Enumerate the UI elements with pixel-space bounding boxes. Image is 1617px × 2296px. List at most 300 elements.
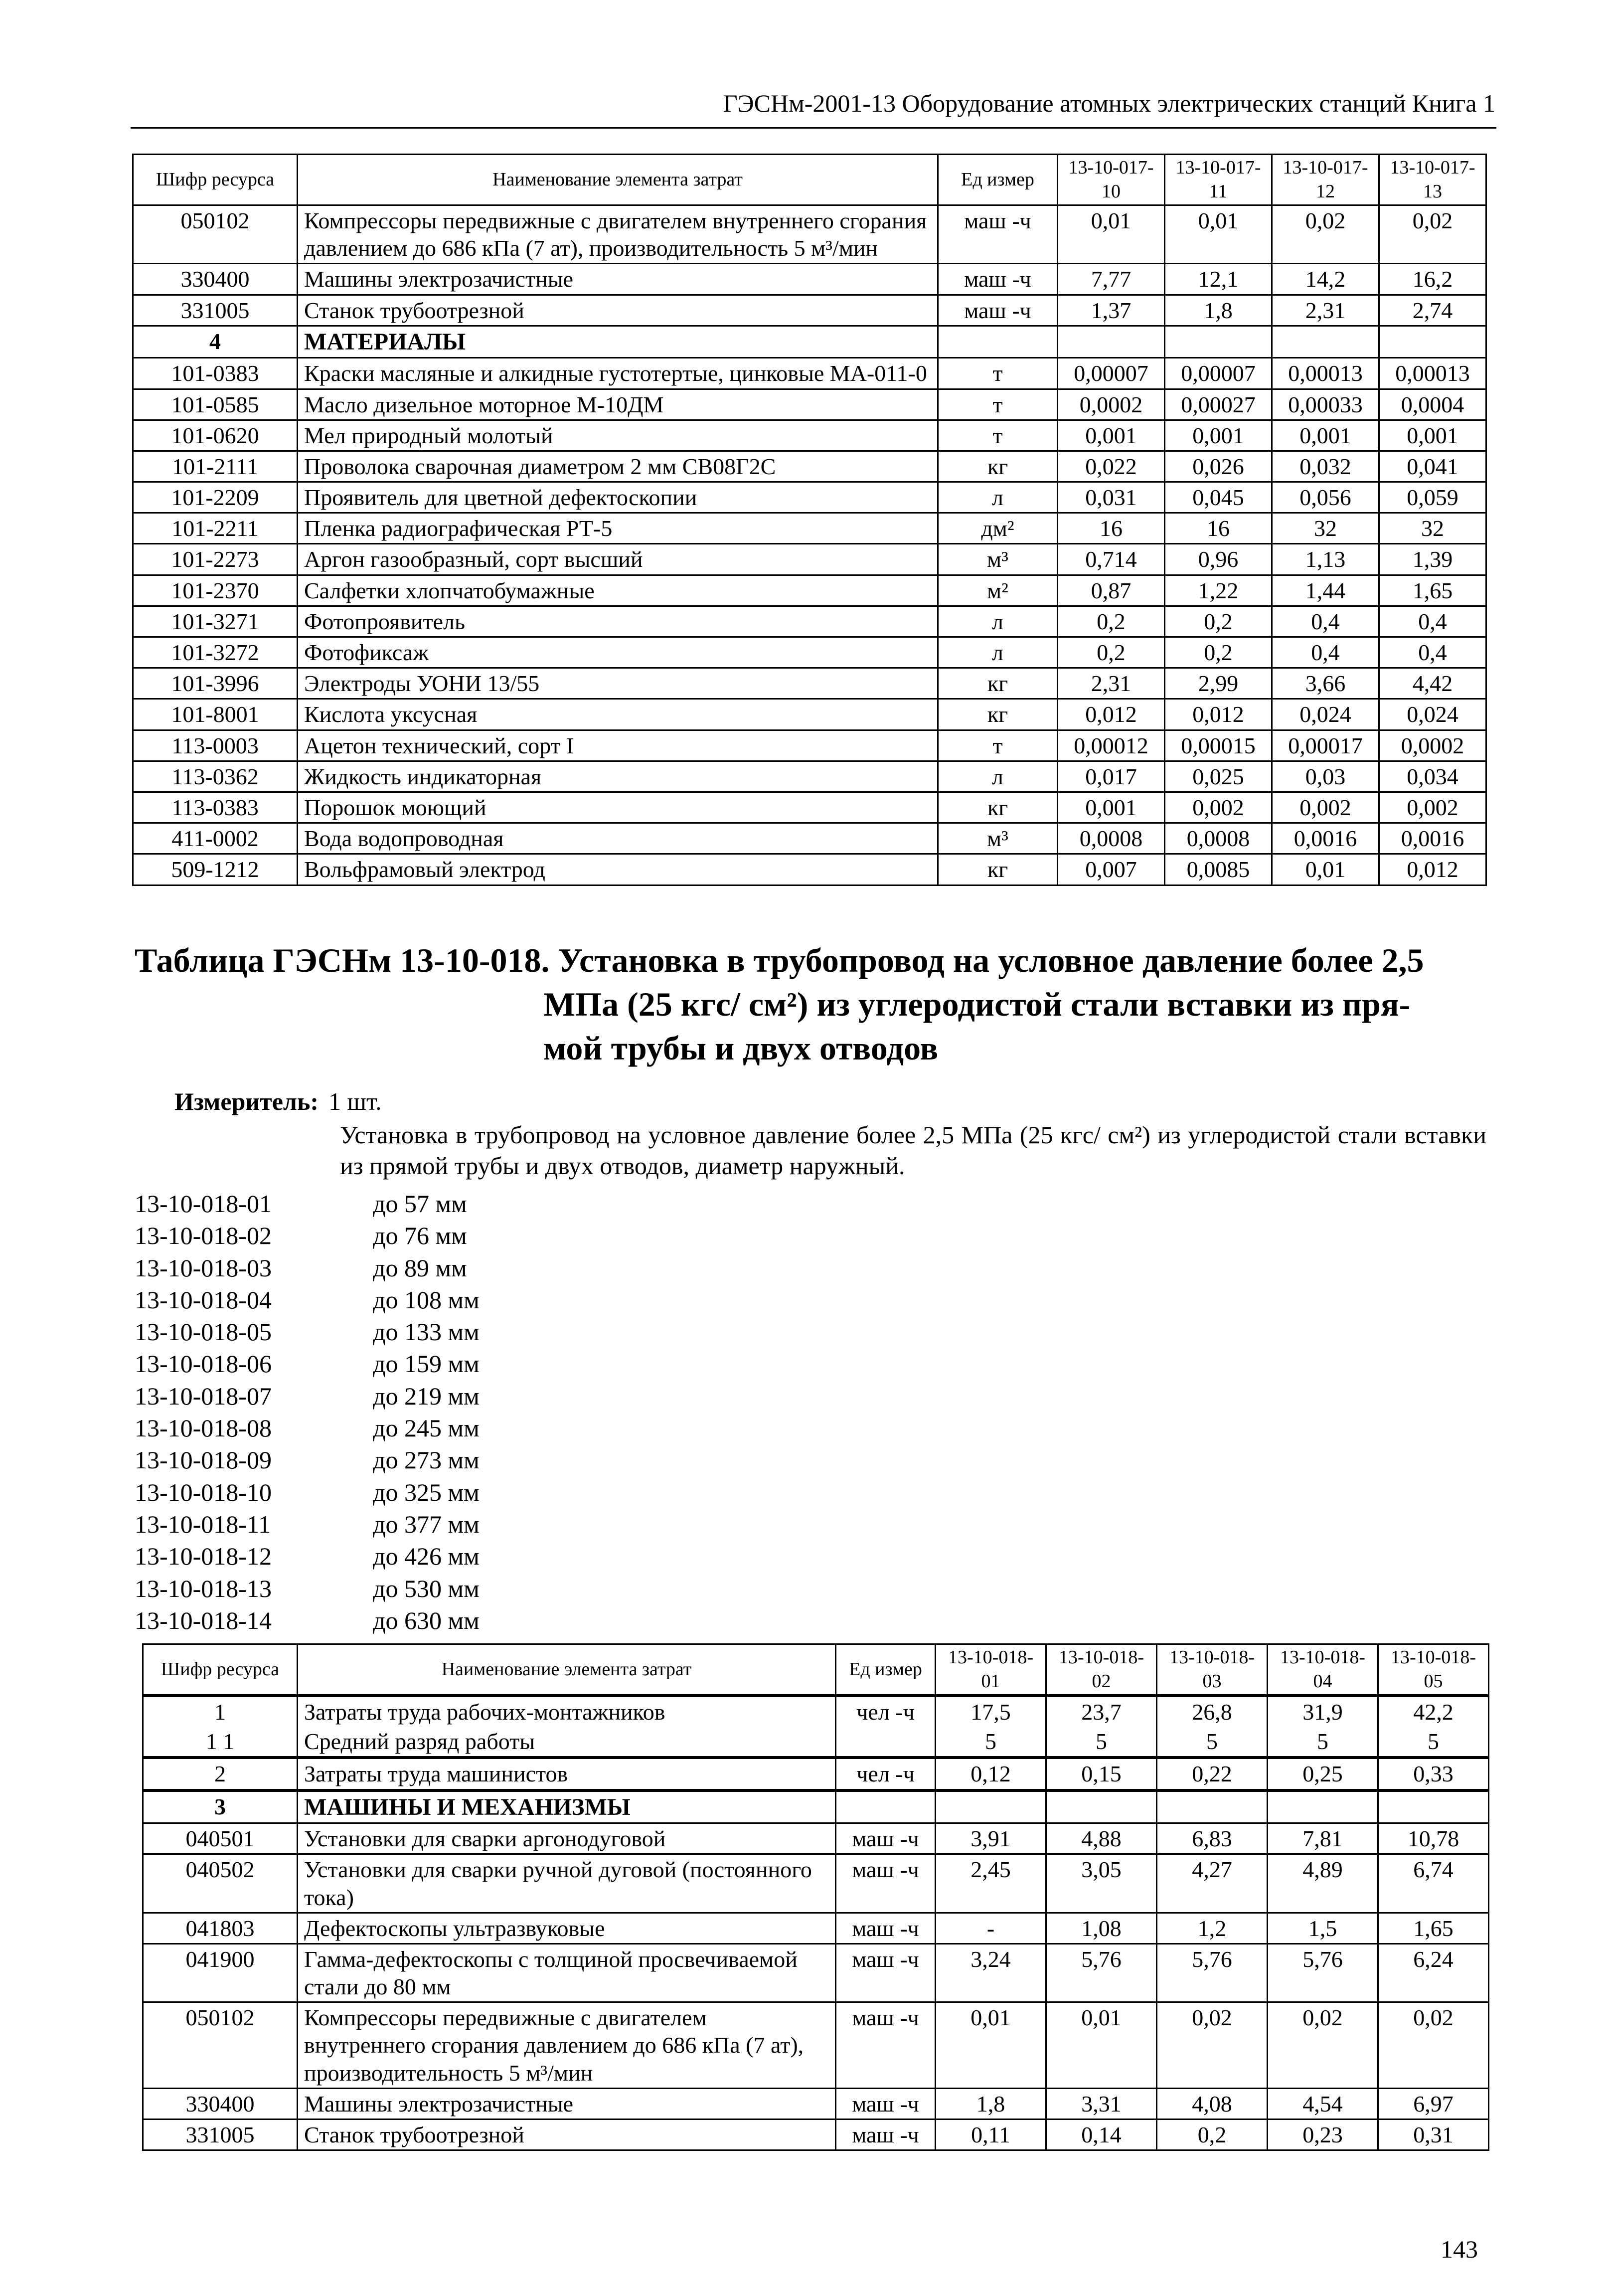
table-row — [133, 823, 1486, 854]
item-size: до 57 мм — [373, 1190, 467, 1218]
resource-code: 3 — [143, 1790, 298, 1823]
resource-code: 040501 — [143, 1823, 298, 1854]
value-cell: 0,01 — [1165, 205, 1272, 264]
value-cell: 1,13 — [1272, 544, 1379, 575]
unit: т — [938, 420, 1058, 451]
unit — [836, 1727, 936, 1758]
table-row — [133, 295, 1486, 326]
unit: л — [938, 606, 1058, 637]
table-row — [133, 264, 1486, 295]
column-header: 13-10-018-05 — [1378, 1644, 1489, 1696]
unit: т — [938, 358, 1058, 389]
resource-name: Жидкость индикаторная — [298, 761, 938, 792]
value-cell: 0,031 — [1058, 482, 1165, 513]
table-row — [133, 451, 1486, 482]
value-cell: 6,83 — [1157, 1823, 1268, 1854]
value-cell — [1157, 1790, 1268, 1823]
value-cell: 0,00013 — [1272, 358, 1379, 389]
value-cell: 0,045 — [1165, 482, 1272, 513]
value-cell: 12,1 — [1165, 264, 1272, 295]
value-cell — [1272, 326, 1379, 358]
value-cell: 5 — [1046, 1727, 1157, 1758]
resource-name: Пленка радиографическая РТ-5 — [298, 513, 938, 544]
resource-code: 101-0383 — [133, 358, 298, 389]
resource-name: Ацетон технический, сорт I — [298, 730, 938, 761]
resource-name: Проявитель для цветной дефектоскопии — [298, 482, 938, 513]
value-cell: 0,0004 — [1379, 389, 1486, 420]
value-cell: 0,00012 — [1058, 730, 1165, 761]
resource-table-017 — [132, 154, 1487, 886]
item-code: 13-10-018-01 — [135, 1190, 272, 1218]
value-cell: 0,012 — [1379, 854, 1486, 885]
resource-code: 050102 — [143, 2002, 298, 2089]
value-cell: 0,002 — [1379, 792, 1486, 823]
resource-name: Аргон газообразный, сорт высший — [298, 544, 938, 575]
value-cell: 0,026 — [1165, 451, 1272, 482]
value-cell — [1379, 326, 1486, 358]
unit: м² — [938, 575, 1058, 606]
value-cell: 7,81 — [1268, 1823, 1378, 1854]
resource-code: 101-3271 — [133, 606, 298, 637]
value-cell: 1,39 — [1379, 544, 1486, 575]
value-cell: 0,01 — [1272, 854, 1379, 885]
value-cell: 32 — [1272, 513, 1379, 544]
unit: кг — [938, 699, 1058, 730]
value-cell: 0,96 — [1165, 544, 1272, 575]
value-cell: 14,2 — [1272, 264, 1379, 295]
table-row — [133, 792, 1486, 823]
value-cell: 0,0008 — [1165, 823, 1272, 854]
value-cell: 0,024 — [1379, 699, 1486, 730]
unit: м³ — [938, 544, 1058, 575]
value-cell: 0,01 — [936, 2002, 1046, 2089]
table-row — [133, 482, 1486, 513]
column-header: 13-10-017-10 — [1058, 155, 1165, 205]
resource-name: Дефектоскопы ультразвуковые — [298, 1913, 836, 1943]
unit: маш -ч — [836, 1854, 936, 1913]
value-cell: 0,0016 — [1272, 823, 1379, 854]
resource-name: Кислота уксусная — [298, 699, 938, 730]
resource-code: 101-8001 — [133, 699, 298, 730]
value-cell: 0,007 — [1058, 854, 1165, 885]
item-code: 13-10-018-12 — [135, 1542, 272, 1571]
column-header: 13-10-017-13 — [1379, 155, 1486, 205]
value-cell: 0,01 — [1046, 2002, 1157, 2089]
value-cell: 0,0008 — [1058, 823, 1165, 854]
value-cell: 0,02 — [1378, 2002, 1489, 2089]
column-header: 13-10-018-01 — [936, 1644, 1046, 1696]
item-code: 13-10-018-08 — [135, 1414, 272, 1442]
item-size: до 377 мм — [373, 1510, 480, 1538]
value-cell: 0,001 — [1165, 420, 1272, 451]
resource-code: 041803 — [143, 1913, 298, 1943]
value-cell: 0,25 — [1268, 1758, 1378, 1790]
value-cell: 0,02 — [1157, 2002, 1268, 2089]
unit: кг — [938, 854, 1058, 885]
table-row — [143, 1854, 1489, 1913]
value-cell: 7,77 — [1058, 264, 1165, 295]
value-cell: 1,5 — [1268, 1913, 1378, 1943]
table-row — [133, 854, 1486, 885]
item-size: до 76 мм — [373, 1222, 467, 1250]
resource-code: 1 — [143, 1696, 298, 1727]
value-cell: 5 — [1268, 1727, 1378, 1758]
value-cell: 16 — [1058, 513, 1165, 544]
column-header: Наименование элемента затрат — [298, 1644, 836, 1696]
value-cell: 0,2 — [1157, 2119, 1268, 2150]
item-code: 13-10-018-03 — [135, 1253, 272, 1282]
resource-name: Краски масляные и алкидные густотертые, цинковые МА-011-0 — [298, 358, 938, 389]
resource-code: 101-0620 — [133, 420, 298, 451]
value-cell: 3,24 — [936, 1943, 1046, 2002]
unit: т — [938, 730, 1058, 761]
value-cell: 32 — [1379, 513, 1486, 544]
value-cell: 4,88 — [1046, 1823, 1157, 1854]
table-row — [143, 1823, 1489, 1854]
value-cell: 17,5 — [936, 1696, 1046, 1727]
unit: маш -ч — [938, 264, 1058, 295]
value-cell: 16,2 — [1379, 264, 1486, 295]
item-code: 13-10-018-07 — [135, 1382, 272, 1410]
resource-name: Проволока сварочная диаметром 2 мм СВ08Г2С — [298, 451, 938, 482]
value-cell: 5 — [1378, 1727, 1489, 1758]
value-cell — [1058, 326, 1165, 358]
resource-name: Станок трубоотрезной — [298, 2119, 836, 2150]
value-cell: 0,00015 — [1165, 730, 1272, 761]
value-cell: 6,97 — [1378, 2088, 1489, 2119]
resource-name: Затраты труда машинистов — [298, 1758, 836, 1790]
resource-code: 040502 — [143, 1854, 298, 1913]
value-cell: 0,002 — [1165, 792, 1272, 823]
resource-name: Компрессоры передвижные с двигателем внутреннего сгорания давлением до 686 кПа (7 ат), производительность 5 м³/мин — [298, 205, 938, 264]
resource-code: 101-2370 — [133, 575, 298, 606]
value-cell: 0,0016 — [1379, 823, 1486, 854]
value-cell: 0,15 — [1046, 1758, 1157, 1790]
value-cell: 0,4 — [1272, 606, 1379, 637]
unit: дм² — [938, 513, 1058, 544]
item-code: 13-10-018-04 — [135, 1285, 272, 1314]
column-header: 13-10-017-12 — [1272, 155, 1379, 205]
value-cell: 0,2 — [1165, 606, 1272, 637]
column-header: 13-10-018-02 — [1046, 1644, 1157, 1696]
resource-name: МАШИНЫ И МЕХАНИЗМЫ — [298, 1790, 836, 1823]
measure-value: 1 шт. — [328, 1087, 382, 1115]
value-cell: 42,2 — [1378, 1696, 1489, 1727]
table-block — [143, 1758, 1489, 1790]
value-cell: 1,37 — [1058, 295, 1165, 326]
unit: т — [938, 389, 1058, 420]
table-row — [133, 544, 1486, 575]
table-row — [133, 637, 1486, 668]
table-title-line-1: Таблица ГЭСНм 13-10-018. Установка в трубопровод на условное давление более 2,5 — [135, 941, 1424, 979]
item-size: до 530 мм — [373, 1574, 480, 1602]
table-row — [133, 606, 1486, 637]
resource-code: 330400 — [143, 2088, 298, 2119]
value-cell: 0,31 — [1378, 2119, 1489, 2150]
unit: кг — [938, 451, 1058, 482]
table-row — [133, 513, 1486, 544]
resource-code: 1 1 — [143, 1727, 298, 1758]
resource-code: 101-2211 — [133, 513, 298, 544]
resource-code: 101-3272 — [133, 637, 298, 668]
value-cell: 0,0002 — [1379, 730, 1486, 761]
value-cell: 0,87 — [1058, 575, 1165, 606]
unit: маш -ч — [836, 2119, 936, 2150]
resource-code: 331005 — [133, 295, 298, 326]
resource-code: 411-0002 — [133, 823, 298, 854]
value-cell: 4,89 — [1268, 1854, 1378, 1913]
value-cell: 26,8 — [1157, 1696, 1268, 1727]
value-cell: 0,4 — [1379, 637, 1486, 668]
value-cell: 0,001 — [1058, 420, 1165, 451]
item-size: до 133 мм — [373, 1318, 480, 1346]
value-cell — [1268, 1790, 1378, 1823]
value-cell: 0,33 — [1378, 1758, 1489, 1790]
unit — [836, 1790, 936, 1823]
measure-unit — [174, 1087, 382, 1116]
table-row — [143, 1727, 1489, 1758]
resource-code: 113-0383 — [133, 792, 298, 823]
resource-name: Вольфрамовый электрод — [298, 854, 938, 885]
value-cell: 0,022 — [1058, 451, 1165, 482]
resource-code: 113-0003 — [133, 730, 298, 761]
work-description: Установка в трубопровод на условное давление более 2,5 МПа (25 кгс/ см²) из углеродистой стали вставки из прямой трубы и двух отводов, диаметр наружный. — [340, 1121, 1486, 1180]
value-cell: 0,00007 — [1058, 358, 1165, 389]
value-cell: 1,8 — [936, 2088, 1046, 2119]
value-cell: 0,056 — [1272, 482, 1379, 513]
value-cell: 0,025 — [1165, 761, 1272, 792]
table-row — [143, 1696, 1489, 1727]
unit: маш -ч — [836, 1943, 936, 2002]
unit: маш -ч — [938, 295, 1058, 326]
value-cell: 0,14 — [1046, 2119, 1157, 2150]
value-cell: - — [936, 1913, 1046, 1943]
table-row — [133, 358, 1486, 389]
resource-code: 101-2273 — [133, 544, 298, 575]
resource-table-018 — [142, 1643, 1489, 2151]
item-code: 13-10-018-09 — [135, 1446, 272, 1474]
value-cell: 5,76 — [1046, 1943, 1157, 2002]
value-cell: 10,78 — [1378, 1823, 1489, 1854]
value-cell: 0,001 — [1272, 420, 1379, 451]
unit: л — [938, 761, 1058, 792]
value-cell: 2,45 — [936, 1854, 1046, 1913]
value-cell: 16 — [1165, 513, 1272, 544]
value-cell: 0,00007 — [1165, 358, 1272, 389]
column-header: 13-10-018-04 — [1268, 1644, 1378, 1696]
item-size: до 273 мм — [373, 1446, 480, 1474]
unit: кг — [938, 792, 1058, 823]
resource-name: Фотофиксаж — [298, 637, 938, 668]
resource-code: 4 — [133, 326, 298, 358]
resource-name: Машины электрозачистные — [298, 264, 938, 295]
resource-code: 101-2209 — [133, 482, 298, 513]
table-block — [143, 1696, 1489, 1758]
value-cell: 23,7 — [1046, 1696, 1157, 1727]
value-cell: 0,041 — [1379, 451, 1486, 482]
unit: л — [938, 482, 1058, 513]
value-cell: 5,76 — [1157, 1943, 1268, 2002]
value-cell: 1,65 — [1378, 1913, 1489, 1943]
value-cell: 0,12 — [936, 1758, 1046, 1790]
value-cell: 3,05 — [1046, 1854, 1157, 1913]
resource-name: Компрессоры передвижные с двигателем внутреннего сгорания давлением до 686 кПа (7 ат), производительность 5 м³/мин — [298, 2002, 836, 2089]
value-cell: 2,74 — [1379, 295, 1486, 326]
unit: л — [938, 637, 1058, 668]
resource-code: 331005 — [143, 2119, 298, 2150]
value-cell: 1,8 — [1165, 295, 1272, 326]
column-header: Ед измер — [836, 1644, 936, 1696]
value-cell: 0,059 — [1379, 482, 1486, 513]
value-cell: 3,91 — [936, 1823, 1046, 1854]
value-cell: 1,08 — [1046, 1913, 1157, 1943]
unit: чел -ч — [836, 1758, 936, 1790]
column-header: Шифр ресурса — [133, 155, 298, 205]
table-row — [133, 389, 1486, 420]
section-row — [133, 326, 1486, 358]
value-cell: 0,03 — [1272, 761, 1379, 792]
unit: маш -ч — [836, 1913, 936, 1943]
table-row — [143, 1758, 1489, 1790]
value-cell: 0,034 — [1379, 761, 1486, 792]
unit: маш -ч — [836, 2002, 936, 2089]
value-cell: 0,714 — [1058, 544, 1165, 575]
item-code: 13-10-018-02 — [135, 1222, 272, 1250]
item-code: 13-10-018-10 — [135, 1478, 272, 1506]
item-code: 13-10-018-06 — [135, 1350, 272, 1378]
value-cell: 5 — [1157, 1727, 1268, 1758]
item-size: до 325 мм — [373, 1478, 480, 1506]
table-row — [133, 699, 1486, 730]
resource-code: 113-0362 — [133, 761, 298, 792]
value-cell: 6,24 — [1378, 1943, 1489, 2002]
value-cell: 0,0085 — [1165, 854, 1272, 885]
unit: маш -ч — [938, 205, 1058, 264]
resource-name: Вода водопроводная — [298, 823, 938, 854]
value-cell — [1378, 1790, 1489, 1823]
resource-name: Масло дизельное моторное М-10ДМ — [298, 389, 938, 420]
value-cell: 0,11 — [936, 2119, 1046, 2150]
running-header: ГЭСНм-2001-13 Оборудование атомных электрических станций Книга 1 — [723, 89, 1495, 117]
resource-name: Установки для сварки аргонодуговой — [298, 1823, 836, 1854]
resource-name: Фотопроявитель — [298, 606, 938, 637]
item-size: до 219 мм — [373, 1382, 480, 1410]
table-row — [133, 420, 1486, 451]
value-cell: 3,66 — [1272, 668, 1379, 699]
item-size: до 245 мм — [373, 1414, 480, 1442]
resource-code: 2 — [143, 1758, 298, 1790]
table-row — [143, 1913, 1489, 1943]
header-rule — [131, 127, 1496, 129]
value-cell: 0,02 — [1272, 205, 1379, 264]
table-row — [133, 730, 1486, 761]
unit: кг — [938, 668, 1058, 699]
value-cell: 0,02 — [1268, 2002, 1378, 2089]
table-title-line-2: МПа (25 кгс/ см²) из углеродистой стали вставки из пря- — [543, 985, 1411, 1023]
unit: м³ — [938, 823, 1058, 854]
value-cell: 1,22 — [1165, 575, 1272, 606]
item-size: до 159 мм — [373, 1350, 480, 1378]
column-header: 13-10-018-03 — [1157, 1644, 1268, 1696]
item-size: до 89 мм — [373, 1253, 467, 1282]
resource-name: Станок трубоотрезной — [298, 295, 938, 326]
resource-code: 509-1212 — [133, 854, 298, 885]
table-title-line-3: мой трубы и двух отводов — [543, 1029, 939, 1067]
unit: чел -ч — [836, 1696, 936, 1727]
resource-name: Электроды УОНИ 13/55 — [298, 668, 938, 699]
value-cell: 0,012 — [1058, 699, 1165, 730]
value-cell: 0,00017 — [1272, 730, 1379, 761]
measure-label: Измеритель: — [174, 1087, 319, 1115]
table-row — [143, 2002, 1489, 2089]
resource-code: 330400 — [133, 264, 298, 295]
value-cell: 0,22 — [1157, 1758, 1268, 1790]
table-row — [143, 2119, 1489, 2150]
value-cell — [1165, 326, 1272, 358]
value-cell: 31,9 — [1268, 1696, 1378, 1727]
table-row — [143, 1943, 1489, 2002]
resource-name: Мел природный молотый — [298, 420, 938, 451]
value-cell: 0,001 — [1379, 420, 1486, 451]
resource-name: Средний разряд работы — [298, 1727, 836, 1758]
table-row — [143, 2088, 1489, 2119]
value-cell: 0,002 — [1272, 792, 1379, 823]
column-header: 13-10-017-11 — [1165, 155, 1272, 205]
item-code: 13-10-018-05 — [135, 1318, 272, 1346]
value-cell: 6,74 — [1378, 1854, 1489, 1913]
resource-name: Машины электрозачистные — [298, 2088, 836, 2119]
table-block — [143, 1790, 1489, 2150]
value-cell: 0,02 — [1379, 205, 1486, 264]
value-cell: 5 — [936, 1727, 1046, 1758]
value-cell — [936, 1790, 1046, 1823]
resource-name: Гамма-дефектоскопы с толщиной просвечиваемой стали до 80 мм — [298, 1943, 836, 2002]
value-cell: 0,2 — [1165, 637, 1272, 668]
resource-code: 101-3996 — [133, 668, 298, 699]
value-cell: 0,00027 — [1165, 389, 1272, 420]
unit: маш -ч — [836, 1823, 936, 1854]
value-cell: 4,42 — [1379, 668, 1486, 699]
value-cell: 0,024 — [1272, 699, 1379, 730]
item-size: до 426 мм — [373, 1542, 480, 1571]
value-cell: 0,4 — [1272, 637, 1379, 668]
resource-code: 101-2111 — [133, 451, 298, 482]
value-cell: 0,01 — [1058, 205, 1165, 264]
column-header: Шифр ресурса — [143, 1644, 298, 1696]
item-code: 13-10-018-13 — [135, 1574, 272, 1602]
unit — [938, 326, 1058, 358]
value-cell: 0,2 — [1058, 606, 1165, 637]
value-cell: 1,2 — [1157, 1913, 1268, 1943]
value-cell: 0,4 — [1379, 606, 1486, 637]
item-size: до 630 мм — [373, 1606, 480, 1634]
value-cell: 2,99 — [1165, 668, 1272, 699]
unit: маш -ч — [836, 2088, 936, 2119]
resource-name: Салфетки хлопчатобумажные — [298, 575, 938, 606]
column-header: Ед измер — [938, 155, 1058, 205]
resource-name: Затраты труда рабочих-монтажников — [298, 1696, 836, 1727]
value-cell — [1046, 1790, 1157, 1823]
table-row — [133, 575, 1486, 606]
value-cell: 0,0002 — [1058, 389, 1165, 420]
value-cell: 0,032 — [1272, 451, 1379, 482]
resource-code: 050102 — [133, 205, 298, 264]
resource-name: Установки для сварки ручной дуговой (постоянного тока) — [298, 1854, 836, 1913]
value-cell: 2,31 — [1058, 668, 1165, 699]
value-cell: 4,27 — [1157, 1854, 1268, 1913]
value-cell: 0,2 — [1058, 637, 1165, 668]
item-size: до 108 мм — [373, 1285, 480, 1314]
